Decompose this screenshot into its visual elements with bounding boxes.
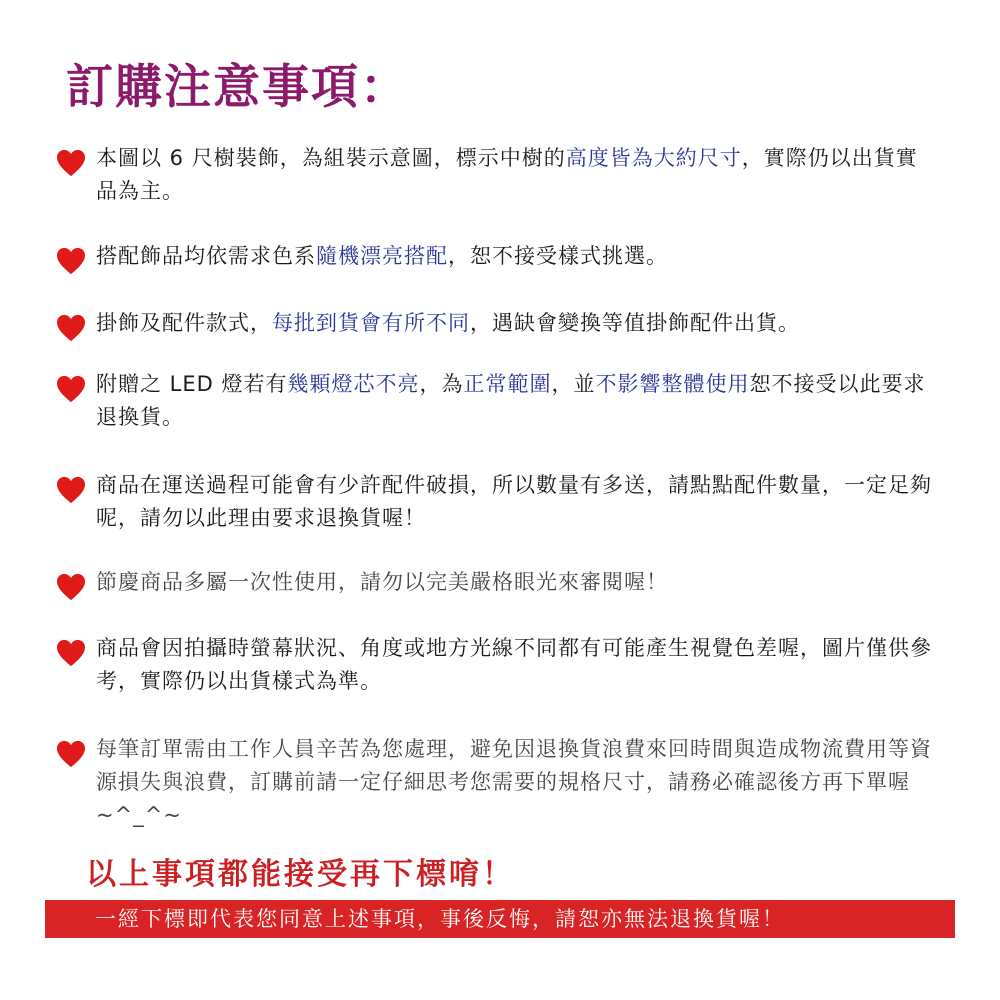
notice-text-segment: 搭配飾品均依需求色系 <box>96 244 316 268</box>
notice-item <box>56 632 936 698</box>
notice-text-segment: ，實際仍以出貨實品為主。 <box>96 146 918 203</box>
notice-item <box>56 368 936 434</box>
notice-text <box>96 142 936 208</box>
notice-item <box>56 469 936 535</box>
footer-banner-text: 一經下標即代表您同意上述事項，事後反悔，請恕亦無法退換貨喔！ <box>95 907 785 931</box>
highlight-text: 隨機漂亮搭配 <box>316 244 448 268</box>
heart-icon <box>56 149 86 177</box>
notice-item <box>56 566 936 599</box>
notice-text-segment: 商品在運送過程可能會有少許配件破損，所以數量有多送，請點點配件數量，一定足夠呢，請勿以此理由要求退換貨喔！ <box>96 473 932 530</box>
highlight-text: 每批到貨會有所不同 <box>272 311 470 335</box>
notice-text-segment: 本圖以 6 尺樹裝飾，為組裝示意圖，標示中樹的 <box>96 146 566 170</box>
footer-note: 以上事項都能接受再下標唷！ <box>86 857 515 892</box>
heart-icon <box>56 573 86 601</box>
notice-item <box>56 307 936 340</box>
heart-icon <box>56 314 86 342</box>
heart-icon <box>56 476 86 504</box>
highlight-text: 幾顆燈芯不亮 <box>287 372 420 396</box>
notice-text-segment: 每筆訂單需由工作人員辛苦為您處理，避免因退換貨浪費來回時間與造成物流費用等資源損失與浪費，訂購前請一定仔細思考您需要的規格尺寸，請務必確認後方再下單喔~^_^~ <box>96 737 932 827</box>
notice-item <box>56 142 936 208</box>
notice-text-segment: 附贈之 LED 燈若有 <box>96 372 288 396</box>
notice-text <box>96 566 936 599</box>
notice-text-segment: ，恕不接受樣式挑選。 <box>448 244 668 268</box>
notice-text <box>96 368 936 434</box>
notice-text-segment: 掛飾及配件款式， <box>96 311 272 335</box>
highlight-text: 正常範圍 <box>463 372 552 396</box>
notice-text <box>96 733 936 832</box>
notice-text <box>96 632 936 698</box>
heart-icon <box>56 740 86 768</box>
footer-banner <box>45 900 955 938</box>
heart-icon <box>56 375 86 403</box>
page-title: 訂購注意事項： <box>66 60 409 115</box>
highlight-text: 不影響整體使用 <box>595 372 750 396</box>
heart-icon <box>56 247 86 275</box>
notice-item <box>56 240 936 273</box>
notice-text-segment: ，遇缺會變換等值掛飾配件出貨。 <box>470 311 800 335</box>
notice-text-segment: ，並 <box>551 372 596 396</box>
notice-text-segment: 恕不接受以此要求退換貨。 <box>96 372 926 429</box>
notice-text-segment: 商品會因拍攝時螢幕狀況、角度或地方光線不同都有可能產生視覺色差喔，圖片僅供參考，實際仍以出貨樣式為準。 <box>96 636 932 693</box>
heart-icon <box>56 639 86 667</box>
notice-text-segment: ，為 <box>419 372 464 396</box>
notice-text <box>96 307 936 340</box>
notice-text <box>96 469 936 535</box>
notice-item <box>56 733 936 832</box>
highlight-text: 高度皆為大約尺寸 <box>565 146 742 170</box>
notice-text-segment: 節慶商品多屬一次性使用，請勿以完美嚴格眼光來審閱喔！ <box>96 570 668 594</box>
notice-text <box>96 240 936 273</box>
